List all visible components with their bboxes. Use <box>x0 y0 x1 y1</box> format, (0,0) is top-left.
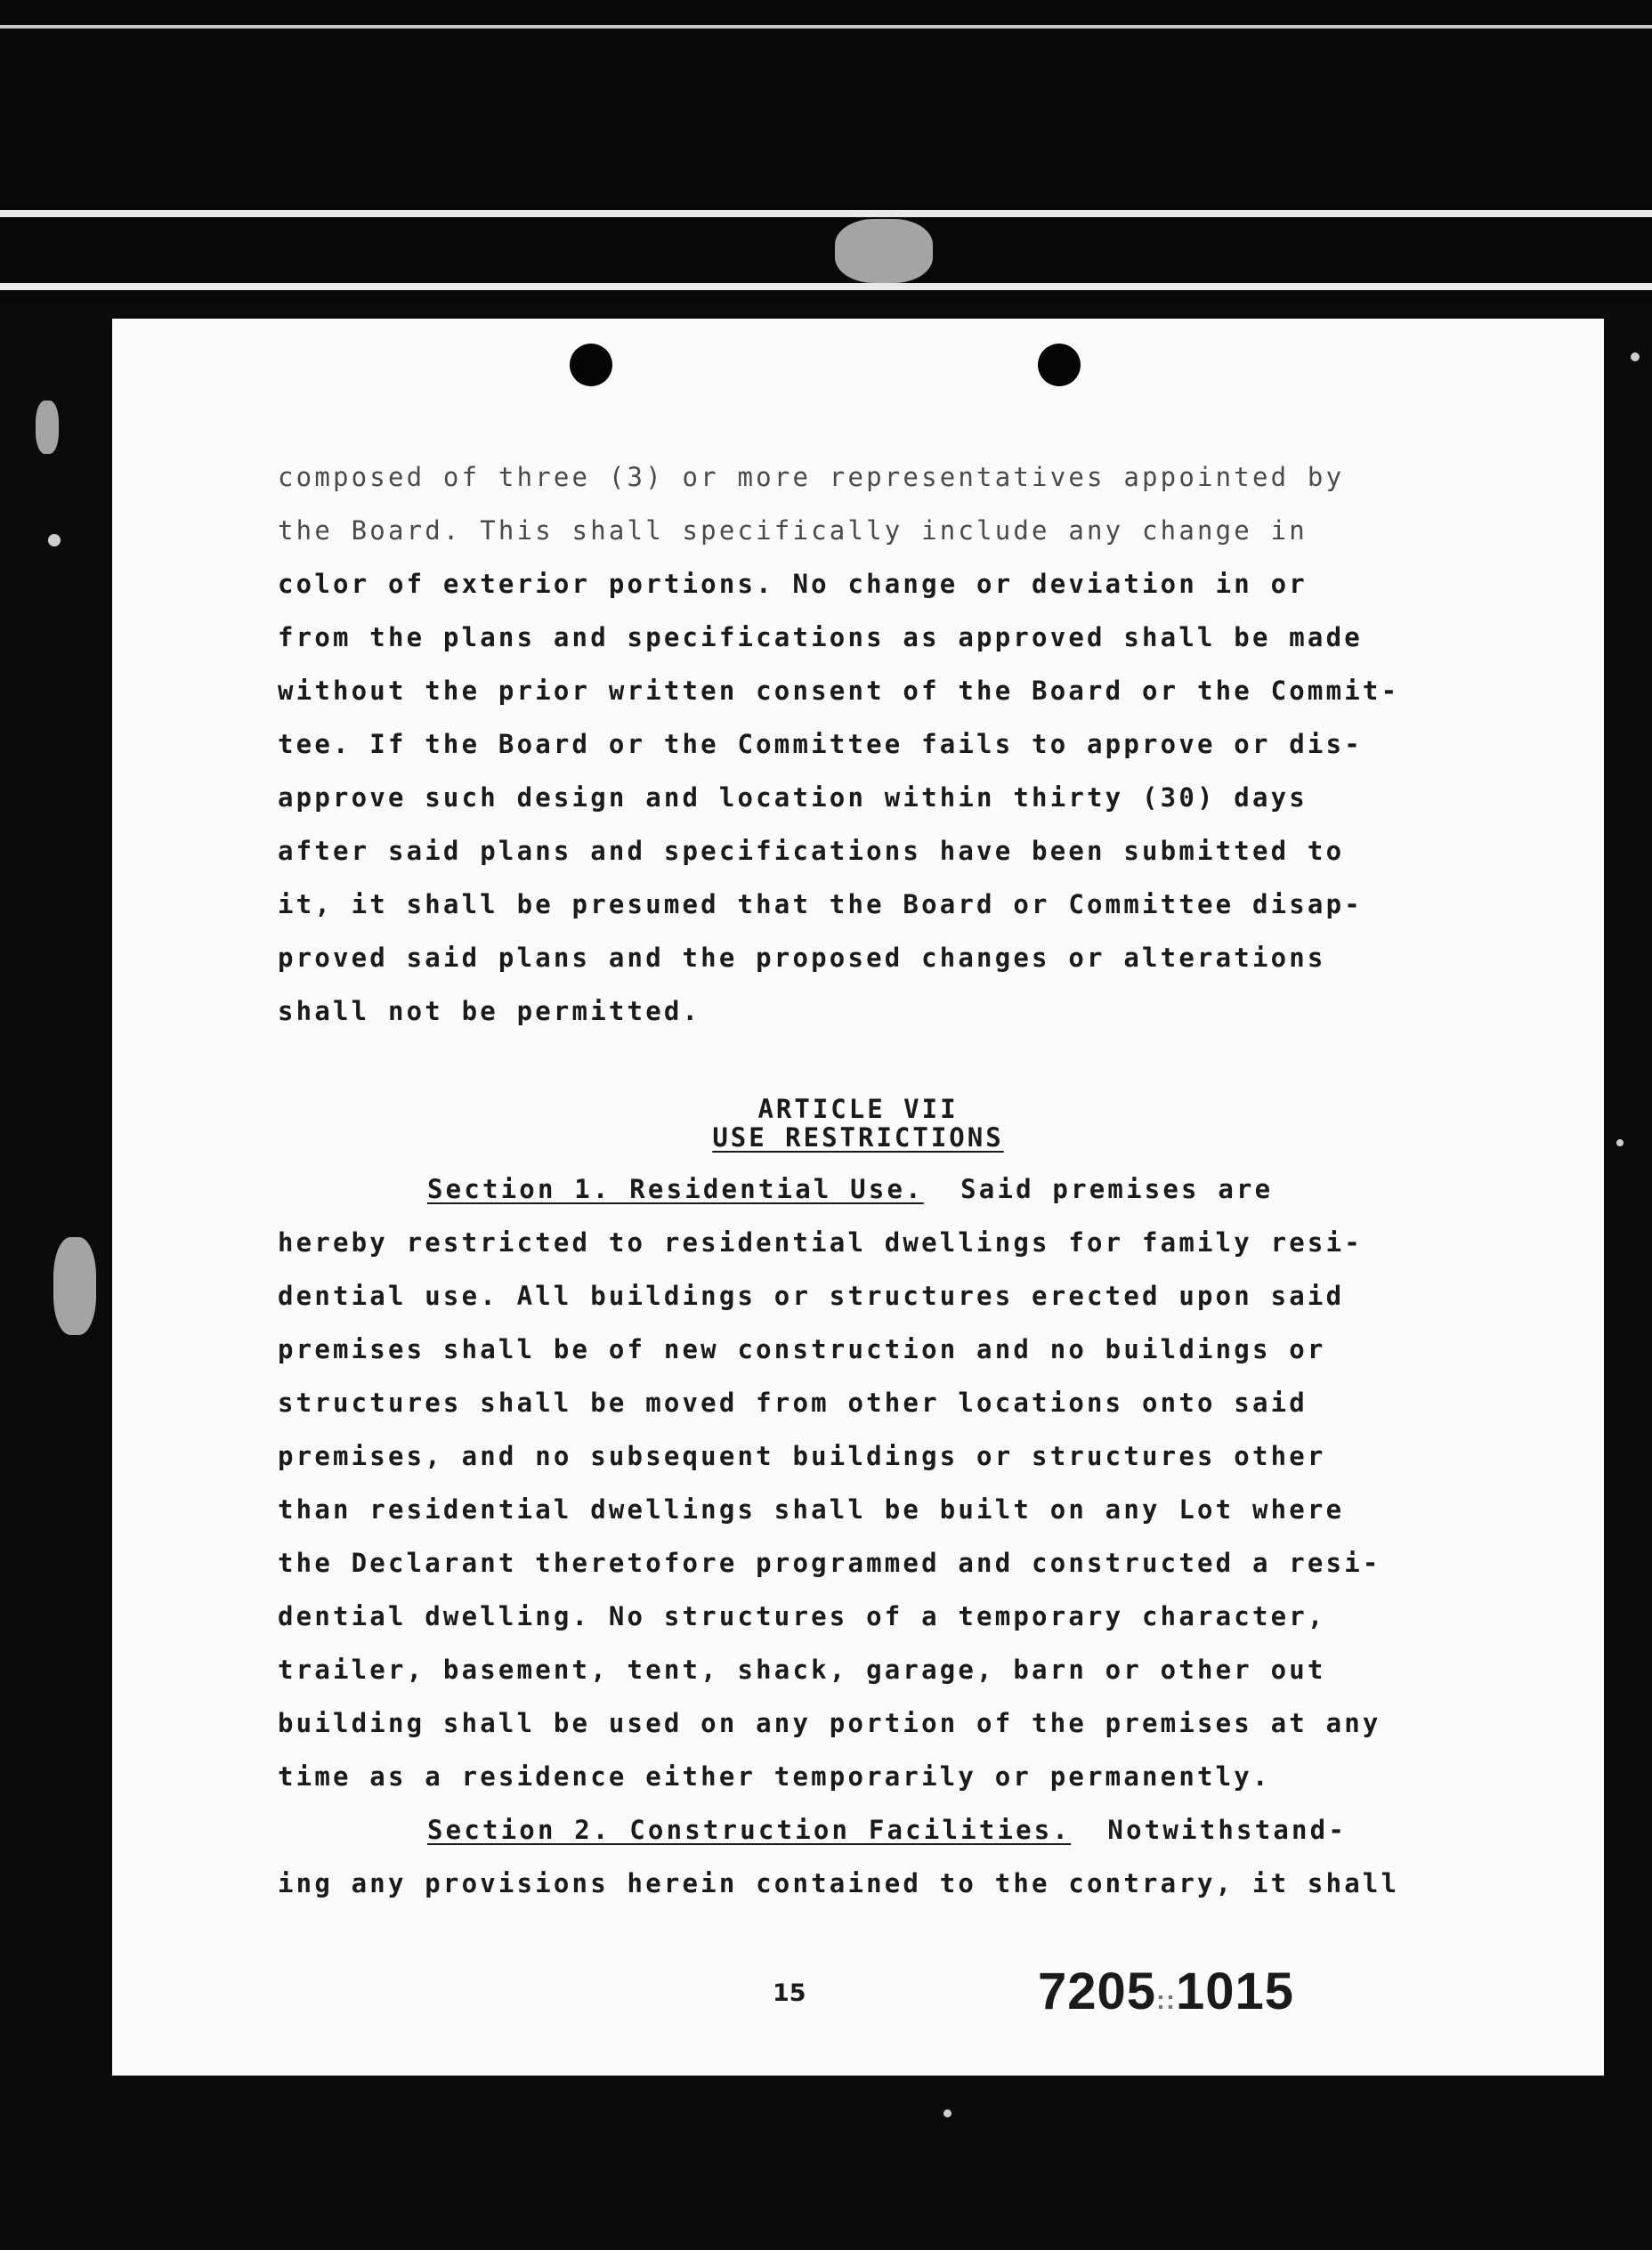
recording-number <box>1038 1962 1294 2021</box>
punch-hole <box>1038 344 1081 386</box>
text-line: without the prior written consent of the Board or the Commit- <box>278 676 1400 706</box>
scan-edge-line <box>0 210 1652 217</box>
text-line: ing any provisions herein contained to the contrary, it shall <box>278 1868 1400 1898</box>
section-2-first-line <box>278 1803 1479 1857</box>
recording-book: 7205 <box>1038 1963 1157 2020</box>
section-1 <box>278 1162 1479 1910</box>
text-line: than residential dwellings shall be built on any Lot where <box>278 1494 1345 1525</box>
section-1-heading: Section 1. Residential Use. <box>427 1174 924 1204</box>
scan-speck <box>48 534 61 546</box>
text-line: composed of three (3) or more representatives appointed by <box>278 462 1345 492</box>
text-line: dential use. All buildings or structures erected upon said <box>278 1281 1345 1311</box>
text-line: the Board. This shall specifically include any change in <box>278 515 1308 546</box>
scan-speck <box>1631 352 1640 361</box>
recording-separator: :: <box>1156 1986 1177 2015</box>
text-line: structures shall be moved from other locations onto said <box>278 1388 1308 1418</box>
text-line: premises shall be of new construction and no buildings or <box>278 1334 1326 1364</box>
punch-hole <box>570 344 612 386</box>
text-line: color of exterior portions. No change or deviation in or <box>278 569 1308 599</box>
page-number: 15 <box>773 1979 806 2007</box>
scan-smudge <box>36 401 59 454</box>
scan-speck <box>1616 1139 1624 1146</box>
scan-smudge <box>835 219 933 283</box>
text-line: premises, and no subsequent buildings or structures other <box>278 1441 1326 1471</box>
text-line: proved said plans and the proposed changes or alterations <box>278 943 1326 973</box>
text-line: building shall be used on any portion of the premises at any <box>278 1708 1381 1738</box>
text-line: from the plans and specifications as approved shall be made <box>278 622 1363 652</box>
text-line: hereby restricted to residential dwellings for family resi- <box>278 1227 1363 1258</box>
text-line: it, it shall be presumed that the Board or Committee disap- <box>278 889 1363 919</box>
scan-smudge <box>53 1237 96 1335</box>
text-line: approve such design and location within thirty (30) days <box>278 782 1308 813</box>
scan-edge-line <box>0 283 1652 290</box>
text-line: trailer, basement, tent, shack, garage, barn or other out <box>278 1655 1326 1685</box>
text-line: after said plans and specifications have been submitted to <box>278 836 1345 866</box>
text-line: shall not be permitted. <box>278 996 701 1026</box>
section-1-first-line <box>278 1162 1479 1216</box>
section-1-first-line-text: Said premises are <box>923 1174 1274 1204</box>
document-page <box>112 319 1604 2076</box>
article-title: USE RESTRICTIONS <box>712 1122 1004 1153</box>
text-line: time as a residence either temporarily or permanently. <box>278 1761 1271 1792</box>
text-line: the Declarant theretofore programmed and constructed a resi- <box>278 1548 1381 1578</box>
scan-edge-line <box>0 25 1652 28</box>
scan-dark-background <box>0 0 1652 303</box>
article-heading <box>112 1095 1604 1152</box>
text-line: dential dwelling. No structures of a temporary character, <box>278 1601 1326 1631</box>
continued-paragraph <box>278 450 1479 1038</box>
article-number: ARTICLE VII <box>757 1094 959 1124</box>
recording-page: 1015 <box>1176 1963 1295 2020</box>
scan-speck <box>943 2109 952 2117</box>
section-2-first-line-text: Notwithstand- <box>1071 1815 1347 1845</box>
text-line: tee. If the Board or the Committee fails to approve or dis- <box>278 729 1363 759</box>
section-2-heading: Section 2. Construction Facilities. <box>427 1815 1072 1845</box>
